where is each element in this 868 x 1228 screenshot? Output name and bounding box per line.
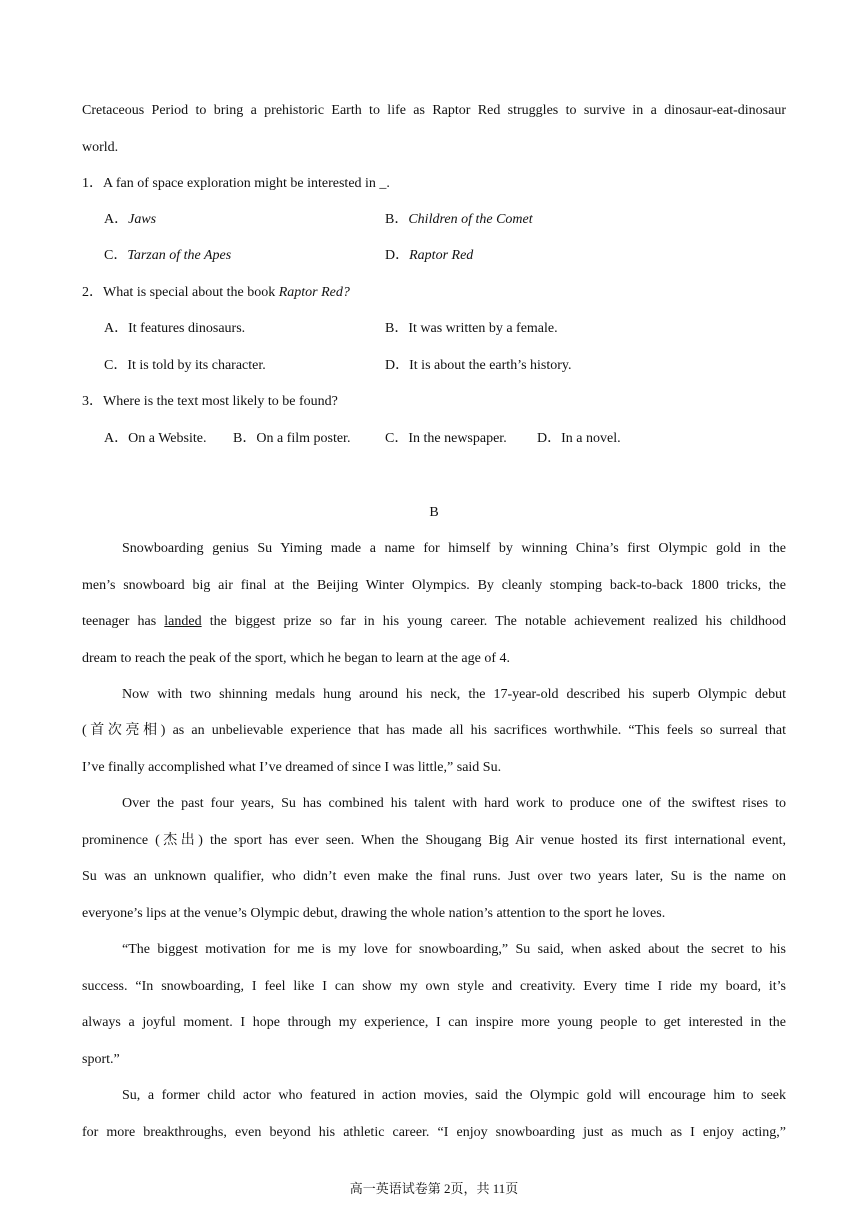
paragraph-line — [122, 1087, 786, 1105]
option-letter: D． — [385, 358, 410, 373]
option-text: On a film poster. — [256, 431, 351, 446]
passage-a-line — [82, 139, 786, 157]
question-number: 1． — [82, 176, 103, 191]
paragraph-line — [82, 1124, 786, 1142]
paragraph-text: I’ve finally accomplished what I’ve dreamed of since I was little,” said Su. — [82, 760, 502, 775]
option-text: Tarzan of the Apes — [127, 248, 232, 263]
paragraph-text: (首次亮相) as an unbelievable experience that has made all his sacrifices worthwhile. “This feels so surreal that — [82, 723, 786, 738]
paragraph-text: teenager has — [82, 614, 165, 629]
option-letter: B． — [385, 321, 409, 336]
option-text: It is about the earth’s history. — [409, 358, 572, 373]
option-letter: D． — [385, 248, 410, 263]
paragraph-text: for more breakthroughs, even beyond his athletic career. “I enjoy snowboarding just as much as I enjoy acting,” — [82, 1125, 786, 1140]
question-2-stem — [82, 284, 786, 302]
option-letter: C． — [104, 358, 128, 373]
paragraph-line — [122, 686, 786, 704]
question-2-option-a — [104, 320, 245, 338]
paragraph-line — [122, 795, 786, 813]
question-number: 3． — [82, 394, 103, 409]
underlined-word: landed — [164, 614, 202, 629]
option-letter: C． — [104, 248, 128, 263]
question-1-option-b — [385, 211, 533, 229]
option-letter: C． — [385, 431, 409, 446]
paragraph-text: sport.” — [82, 1052, 120, 1067]
paragraph-text: Over the past four years, Su has combined his talent with hard work to produce one of the swiftest rises to — [122, 796, 786, 811]
option-text: Jaws — [128, 212, 157, 227]
paragraph-text: Snowboarding genius Su Yiming made a name for himself by winning China’s first Olympic gold in the — [122, 541, 786, 556]
option-text: It is told by its character. — [127, 358, 266, 373]
passage-a-line — [82, 102, 786, 120]
passage-a-text: Cretaceous Period to bring a prehistoric Earth to life as Raptor Red struggles to survive in a dinosaur-eat-dinosaur — [82, 103, 786, 118]
option-text: In a novel. — [561, 431, 621, 446]
paragraph-text: prominence (杰出) the sport has ever seen. When the Shougang Big Air venue hosted its first international event, — [82, 833, 786, 848]
question-3-option-a — [104, 430, 206, 448]
question-1-option-a — [104, 211, 156, 229]
paragraph-text: always a joyful moment. I hope through my experience, I can inspire more young people to get interested in the — [82, 1015, 786, 1030]
question-3-option-b — [233, 430, 350, 448]
paragraph-line — [82, 722, 786, 740]
question-3-option-d — [537, 430, 621, 448]
paragraph-line — [82, 1051, 786, 1069]
paragraph-line — [82, 868, 786, 886]
question-text: What is special about the book — [103, 285, 279, 300]
option-text: Children of the Comet — [408, 212, 533, 227]
paragraph-text: the biggest prize so far in his young career. The notable achievement realized his childhood — [201, 614, 786, 629]
paragraph-line — [82, 978, 786, 996]
passage-a-text: world. — [82, 140, 119, 155]
option-text: On a Website. — [128, 431, 207, 446]
paragraph-text: Now with two shinning medals hung around his neck, the 17-year-old described his superb Olympic debut — [122, 687, 786, 702]
option-text: Raptor Red — [409, 248, 474, 263]
option-letter: B． — [385, 212, 409, 227]
paragraph-line — [82, 759, 786, 777]
option-letter: A． — [104, 431, 129, 446]
question-1-stem — [82, 175, 786, 193]
paragraph-line — [82, 650, 786, 668]
section-heading: B — [429, 505, 439, 520]
question-2-option-c — [104, 357, 266, 375]
answer-blank: _. — [379, 176, 390, 191]
paragraph-line — [82, 613, 786, 631]
paragraph-text: dream to reach the peak of the sport, which he began to learn at the age of 4. — [82, 651, 510, 666]
paragraph-line — [122, 540, 786, 558]
question-1-option-d — [385, 247, 473, 265]
option-text: It was written by a female. — [408, 321, 558, 336]
page-footer: 高一英语试卷第 2页，共 11页 — [349, 1181, 519, 1196]
question-text: Where is the text most likely to be found? — [103, 394, 338, 409]
option-letter: D． — [537, 431, 562, 446]
paragraph-text: everyone’s lips at the venue’s Olympic debut, drawing the whole nation’s attention to the sport he loves. — [82, 906, 666, 921]
paragraph-line — [82, 577, 786, 595]
paragraph-line — [82, 1014, 786, 1032]
option-letter: A． — [104, 321, 129, 336]
paragraph-text: success. “In snowboarding, I feel like I can show my own style and creativity. Every time I ride my board, it’s — [82, 979, 786, 994]
option-letter: A． — [104, 212, 129, 227]
question-2-option-d — [385, 357, 572, 375]
option-text: It features dinosaurs. — [128, 321, 246, 336]
paragraph-text: Su, a former child actor who featured in action movies, said the Olympic gold will encourage him to seek — [122, 1088, 786, 1103]
paragraph-text: Su was an unknown qualifier, who didn’t even make the final runs. Just over two years later, Su is the name on — [82, 869, 786, 884]
paragraph-text: “The biggest motivation for me is my love for snowboarding,” Su said, when asked about the secret to his — [122, 942, 786, 957]
paragraph-line — [82, 905, 786, 923]
option-letter: B． — [233, 431, 257, 446]
paragraph-line — [82, 832, 786, 850]
question-number: 2． — [82, 285, 103, 300]
question-3-option-c — [385, 430, 507, 448]
paragraph-text: men’s snowboard big air final at the Beijing Winter Olympics. By cleanly stomping back-to-back 1800 tricks, the — [82, 578, 786, 593]
question-3-stem — [82, 393, 786, 411]
book-title: Raptor Red? — [278, 285, 350, 300]
option-text: In the newspaper. — [408, 431, 507, 446]
question-2-option-b — [385, 320, 558, 338]
question-text: A fan of space exploration might be interested in — [103, 176, 380, 191]
question-1-option-c — [104, 247, 231, 265]
paragraph-line — [122, 941, 786, 959]
